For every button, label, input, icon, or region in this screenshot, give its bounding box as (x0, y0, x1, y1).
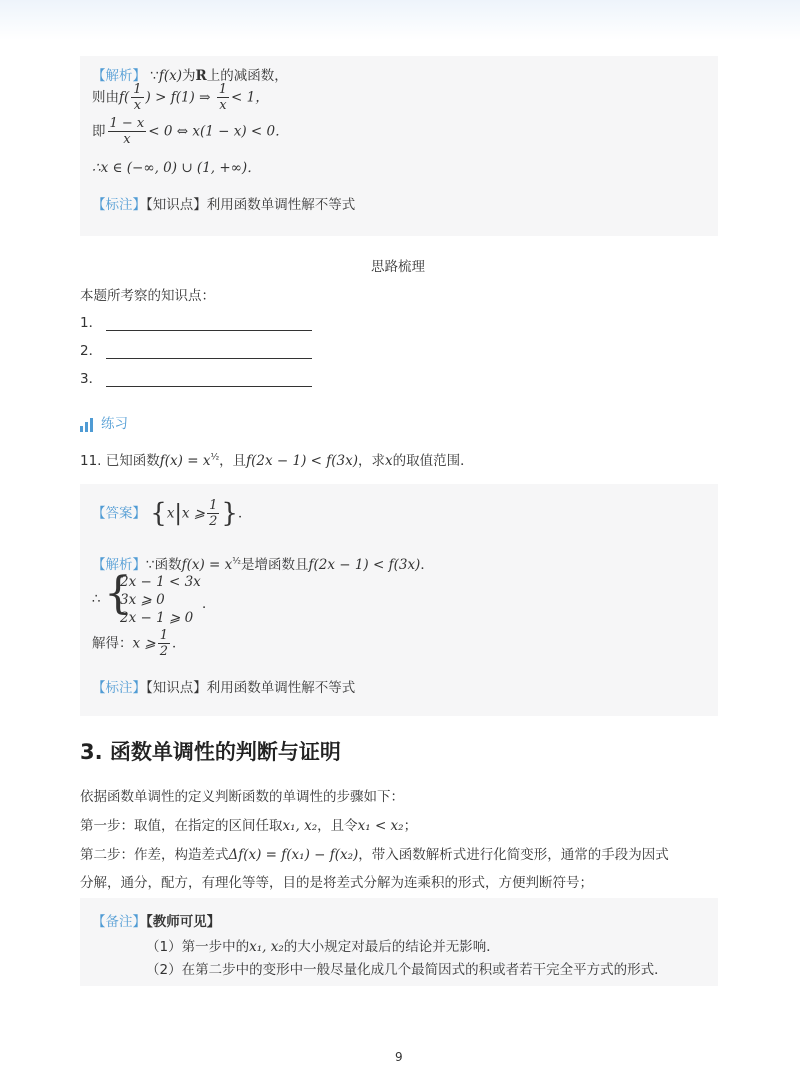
note-tag: 【标注】 (92, 680, 146, 696)
blank-line-1 (80, 311, 312, 331)
note-line-1 (92, 193, 355, 213)
math-R: R (195, 68, 207, 84)
remark-tag: 【备注】 (92, 914, 146, 930)
analysis-tag: 【解析】 (92, 68, 146, 84)
numerator: 1 (159, 628, 168, 643)
text: 上的减函数， (206, 68, 288, 84)
text: 的大小规定对最后的结论并无影响． (283, 939, 500, 955)
section-p4: 分解，通分，配方，有理化等等，目的是将差式分解为连乘积的形式，方便判断符号； (80, 875, 593, 891)
text: 解得： (92, 635, 133, 652)
text: 则由 (92, 89, 119, 106)
blank-input-3[interactable] (106, 372, 312, 387)
numerator: 1 (218, 82, 228, 97)
numerator: 1 − x (109, 116, 145, 131)
text: ； (403, 818, 418, 834)
system-line-2: 3x ⩾ 0 (120, 592, 165, 608)
text: 为 (182, 68, 196, 84)
system-line-3: 2x − 1 ⩾ 0 (120, 610, 194, 626)
system-brace: { (104, 568, 132, 619)
analysis-line-4: ∴x ∈ (−∞, 0) ∪ (1, +∞)． (92, 160, 261, 176)
numerator: 1 (133, 82, 142, 97)
remark-item-1 (146, 935, 500, 955)
math: x₁ < x₂ (357, 818, 404, 834)
math: x ⩾ (132, 635, 156, 652)
analysis-tag: 【解析】 (92, 557, 146, 573)
note-line-2 (92, 676, 355, 696)
thinking-intro: 本题所考察的知识点： (80, 288, 215, 304)
math: x (166, 505, 175, 522)
analysis-2-line-1 (92, 553, 434, 573)
section-p3 (80, 843, 669, 863)
text: 第二步：作差，构造差式 (80, 847, 229, 863)
text: 第一步：取值，在指定的区间任取 (80, 818, 283, 834)
blank-input-2[interactable] (106, 344, 312, 359)
text: ． (172, 635, 186, 652)
text: 的取值范围． (392, 453, 474, 469)
math: f(2x − 1) < f(3x) (246, 453, 359, 469)
fraction (158, 628, 170, 659)
bar: | (174, 501, 182, 526)
analysis-line-2 (92, 82, 269, 113)
answer-tag: 【答案】 (92, 505, 146, 522)
blank-line-2 (80, 339, 312, 359)
text: 已知函数 (105, 453, 160, 469)
fraction (207, 498, 219, 529)
question-number: 11. (80, 453, 102, 469)
answer-line (92, 498, 251, 529)
therefore-symbol: ∴ (92, 591, 101, 607)
fraction (217, 82, 229, 113)
math: f( (119, 89, 130, 106)
section-title: 3. 函数单调性的判断与证明 (80, 740, 341, 764)
text: （1）第一步中的 (146, 939, 250, 955)
math: x ⩾ (181, 505, 206, 522)
text: 即 (92, 123, 106, 140)
text: ，且令 (317, 818, 358, 834)
math: x (385, 453, 393, 469)
practice-heading (80, 412, 128, 432)
section-p1: 依据函数单调性的定义判断函数的单调性的步骤如下： (80, 789, 404, 805)
text: ，带入函数解析式进行化简变形，通常的手段为因式 (358, 847, 669, 863)
note-tag: 【标注】 (92, 197, 146, 213)
blank-line-3 (80, 367, 312, 387)
brace-close: } (221, 498, 238, 529)
blank-input-1[interactable] (106, 316, 312, 331)
denominator: 2 (209, 514, 218, 529)
item-number: 2． (80, 343, 103, 359)
math: Δf(x) = f(x₁) − f(x₂) (228, 847, 359, 863)
text: 是增函数且 (240, 557, 309, 573)
item-number: 3． (80, 371, 103, 387)
denominator: x (123, 132, 131, 147)
exponent: ½ (210, 452, 220, 463)
section-p2 (80, 814, 417, 834)
remark-heading (92, 910, 220, 930)
text: ． (237, 505, 252, 522)
remark-item-2: （2）在第二步中的变形中一般尽量化成几个最简因式的积或者若干完全平方式的形式． (146, 962, 668, 978)
text: ． (420, 557, 434, 573)
fraction (108, 116, 147, 147)
math: f(2x − 1) < f(3x) (308, 557, 421, 573)
text: ，求 (358, 453, 386, 469)
text: ，且 (219, 453, 247, 469)
math: f(x) (158, 68, 183, 84)
denominator: 2 (159, 644, 168, 659)
note-text: 【知识点】利用函数单调性解不等式 (146, 197, 356, 213)
numerator: 1 (209, 498, 218, 513)
text: ∵ (150, 68, 159, 84)
math: x₁, x₂ (282, 818, 318, 834)
math: ) > f(1) ⇒ (145, 89, 211, 106)
system-line-1: 2x − 1 < 3x (120, 574, 201, 590)
bar-chart-icon (80, 416, 95, 432)
analysis-line-1 (92, 64, 288, 84)
practice-label: 练习 (101, 416, 128, 432)
analysis-line-3 (92, 116, 289, 147)
math: < 1， (231, 89, 269, 106)
math: f(x) = x (181, 557, 233, 573)
note-text: 【知识点】利用函数单调性解不等式 (146, 680, 356, 696)
denominator: x (219, 98, 227, 113)
question-11 (80, 449, 474, 469)
math: < 0 ⇔ x(1 − x) < 0． (148, 123, 289, 140)
text: ． (202, 596, 216, 612)
text: ∵函数 (146, 557, 182, 573)
fraction (131, 82, 143, 113)
math: x₁, x₂ (249, 939, 284, 955)
exponent: ½ (232, 556, 241, 567)
page-number: 9 (395, 1050, 403, 1064)
brace-open: { (150, 498, 167, 529)
top-gradient (0, 0, 800, 40)
remark-title: 【教师可见】 (146, 914, 221, 930)
solution-line (92, 628, 186, 659)
item-number: 1． (80, 315, 103, 331)
math: f(x) = x (159, 453, 211, 469)
denominator: x (133, 98, 142, 113)
thinking-title: 思路梳理 (371, 259, 425, 275)
